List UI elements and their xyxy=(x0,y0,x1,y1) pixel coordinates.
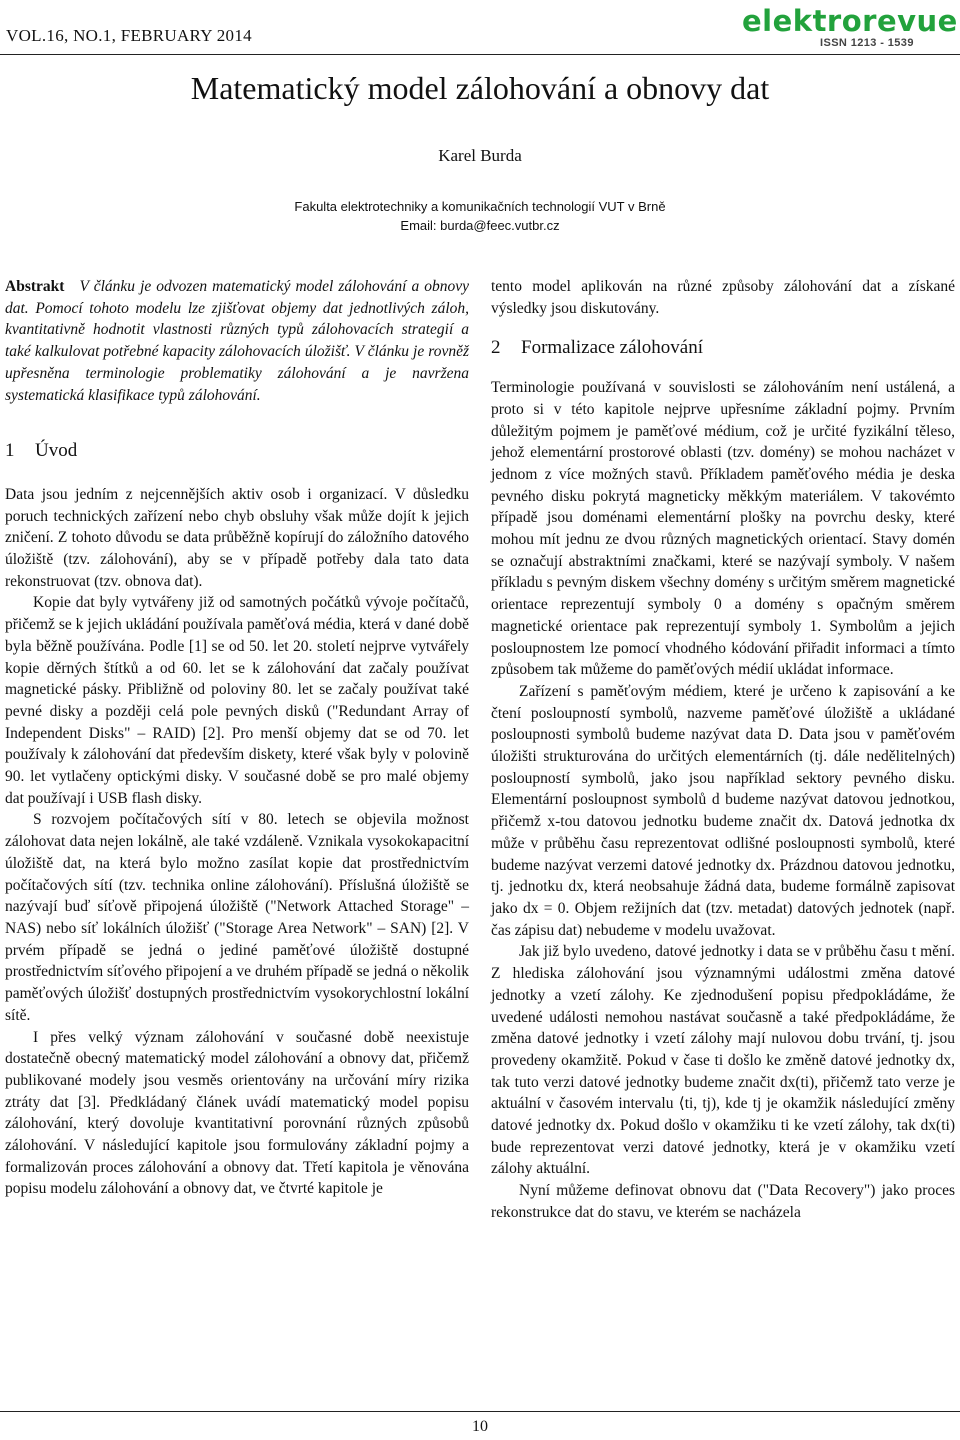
abstract-text: V článku je odvozen matematický model zálohování a obnovy dat. Pomocí tohoto modelu lze zjišťovat objemy dat jednotlivých záloh, kvantitativně hodnotit vlastnosti různých typů zálohovacích strategií a také kalkulovat potřebné kapacity zálohovacích úložišť. V článku je rovněž upřesněna terminologie problematiky zálohování a je navržena systematická klasifikace typů zálohování. xyxy=(5,278,469,404)
logo-wordmark: elektrorevue xyxy=(742,4,958,38)
paragraph: S rozvojem počítačových sítí v 80. letech se objevila možnost zálohovat data nejen lokálně, ale také vzdáleně. Vznikala vysokokapacitní úložiště dat, na která bylo možno zasílat kopie dat prostřednictvím počítačových sítí (tzv. technika online zálohování). Příslušná úložiště se nazývají buď síťově připojená úložiště ("Network Attached Storage" – NAS) nebo síť lokálních úložišť ("Storage Area Network" – SAN) [2]. V prvém případě se jedná o jediné paměťové úložiště dostupné prostřednictvím síťového připojení a ve druhém případě se jedná o několik paměťových úložišť dostupných prostřednictvím vysokorychlostní lokální sítě. xyxy=(5,811,469,1024)
paragraph: Nyní můžeme definovat obnovu dat ("Data Recovery") jako proces rekonstrukce dat do stavu, ve kterém se nacházela xyxy=(491,1182,955,1221)
footer-rule xyxy=(0,1411,960,1412)
abstract-label: Abstrakt xyxy=(5,278,65,295)
paragraph: Data jsou jedním z nejcennějších aktiv osob i organizací. V důsledku poruch technických zařízení nebo chyb obsluhy však může dojít k jejich zničení. Z tohoto důvodu se data průběžně kopírují do záložního datového úložiště (tzv. zálohování), aby se v případě potřeby dala tato data rekonstruovat (tzv. obnova dat). xyxy=(5,485,469,590)
paragraph: tento model aplikován na různé způsoby zálohování dat a získané výsledky jsou diskutovány. xyxy=(491,278,955,317)
paragraph: Kopie dat byly vytvářeny již od samotných počátků vývoje počítačů, přičemž se k jejich ukládání používala paměťová média, která v dané době byla běžně používána. Podle [1] se od 50. let 20. století nejprve vytvářely kopie děrných štítků a od 60. let se k zálohování dat začaly používat magnetické pásky. Přibližně od poloviny 80. let se začaly používat také pevné disky a později celá pole pevných disků ("Redundant Array of Independent Disks" – RAID) [2]. Pro menší objemy dat se od 70. let používaly k zálohování dat především diskety, které však byly v polovině 90. let vytlačeny optickými disky. V současné době se pro malé objemy dat používají i USB flash disky. xyxy=(5,594,469,807)
section-number: 2 xyxy=(491,337,501,359)
section-heading-1 xyxy=(5,440,469,462)
paragraph: Terminologie používaná v souvislosti se zálohováním není ustálená, a proto si v této kapitole nejprve upřesníme základní pojmy. Prvním důležitým pojmem je paměťové médium, což je určité fyzikální těleso, jehož elementární prostorové oblasti (tzv. domény) se mohou nacházet v jednom z více možných stavů. Příkladem paměťového média je deska pevného disku pokrytá magneticky měkkým materiálem. V takovémto případě jsou doménami elementární plošky na povrchu desky, které mohou mít jednu ze dvou různých magnetických orientací. Stavy domén se označují abstraktními značkami, které se nazývají symboly. V našem příkladu s pevným diskem všechny domény s určitým směrem magnetické orientace reprezentují symboly 0 a domény s opačným směrem magnetické orientace pak reprezentují symboly 1. Symbolům a jejich posloupnostem lze pomocí vhodného kódování přiřadit informaci a tímto způsobem tak můžeme do paměťových médií ukládat informace. xyxy=(491,379,955,679)
header-rule xyxy=(0,54,960,55)
issn: ISSN 1213 - 1539 xyxy=(820,37,914,49)
paper-title: Matematický model zálohování a obnovy dat xyxy=(190,70,770,106)
left-column xyxy=(5,276,469,1200)
paragraph: Jak již bylo uvedeno, datové jednotky i data se v průběhu času t mění. Z hlediska zálohování jsou významnými událostmi změna datové jednotky a vzetí zálohy. Ke zjednodušení popisu předpokládáme, že uvedené události nemohou nastávat současně a také předpokládáme, že změna datové jednotky i vzetí zálohy mají nulovou dobu trvání, tj. jsou provedeny okamžitě. Pokud v čase ti došlo ke změně datové jednotky dx, tak tuto verzi datové jednotky budeme značit dx(ti), přičemž tato verze je aktuální v časovém intervalu ⟨ti, tj), kde tj je okamžik následující změny datové jednotky dx. Pokud došlo v okamžiku ti ke vzetí zálohy, tak dx(ti) bude reprezentovat verzi datové jednotky, která je v okamžiku vzetí zálohy aktuální. xyxy=(491,943,955,1178)
affiliation: Fakulta elektrotechniky a komunikačních technologií VUT v Brně xyxy=(294,199,666,214)
section-heading-2 xyxy=(491,337,955,359)
author: Karel Burda xyxy=(438,146,522,165)
paragraph: I přes velký význam zálohování v současné době neexistuje dostatečně obecný matematický model zálohování a obnovy dat, přičemž publikované modely jsou vesměs orientovány na určování míry rizika ztráty dat [3]. Předkládaný článek uvádí matematický model popisu zálohování, který dovoluje kvantitativní porovnání různých způsobů zálohování. V následující kapitole jsou formulovány základní pojmy a formalizován proces zálohování a obnovy dat. Třetí kapitola je věnována popisu modelu zálohování a obnovy dat, ve čtvrté kapitole je xyxy=(5,1028,469,1198)
section-title: Formalizace zálohování xyxy=(521,337,704,359)
section-number: 1 xyxy=(5,440,15,462)
elektrorevue-logo xyxy=(742,6,958,50)
right-column xyxy=(491,276,955,1224)
paragraph: Zařízení s paměťovým médiem, které je určeno k zapisování a ke čtení posloupností symbolů, nazveme paměťové úložiště a ukládané posloupnosti symbolů budeme nazývat data D. Data jsou v paměťovém úložišti strukturována do určitých elementárních (tj. dále nedělitelných) posloupností symbolů, jako jsou například sektory pevného disku. Elementární posloupnost symbolů d budeme nazývat datovou jednotkou, přičemž x-tou datovou jednotku budeme značit dx. Datová jednotka dx může v průběhu času reprezentovat odlišné posloupnosti symbolů, které budeme nazývat verzemi datové jednotky dx. Prázdnou datovou jednotku, tj. jednotku dx, která neobsahuje žádná data, budeme formálně zapisovat jako dx = 0. Objem režijních dat (tzv. metadat) datových jednotek (např. čas zápisu dat) nebudeme v modelu uvažovat. xyxy=(491,682,955,939)
journal-issue: VOL.16, NO.1, FEBRUARY 2014 xyxy=(6,26,252,45)
page-number: 10 xyxy=(472,1418,488,1435)
affiliation-block xyxy=(0,197,960,235)
section-title: Úvod xyxy=(35,440,78,462)
abstract xyxy=(5,276,469,406)
email: Email: burda@feec.vutbr.cz xyxy=(400,218,560,233)
